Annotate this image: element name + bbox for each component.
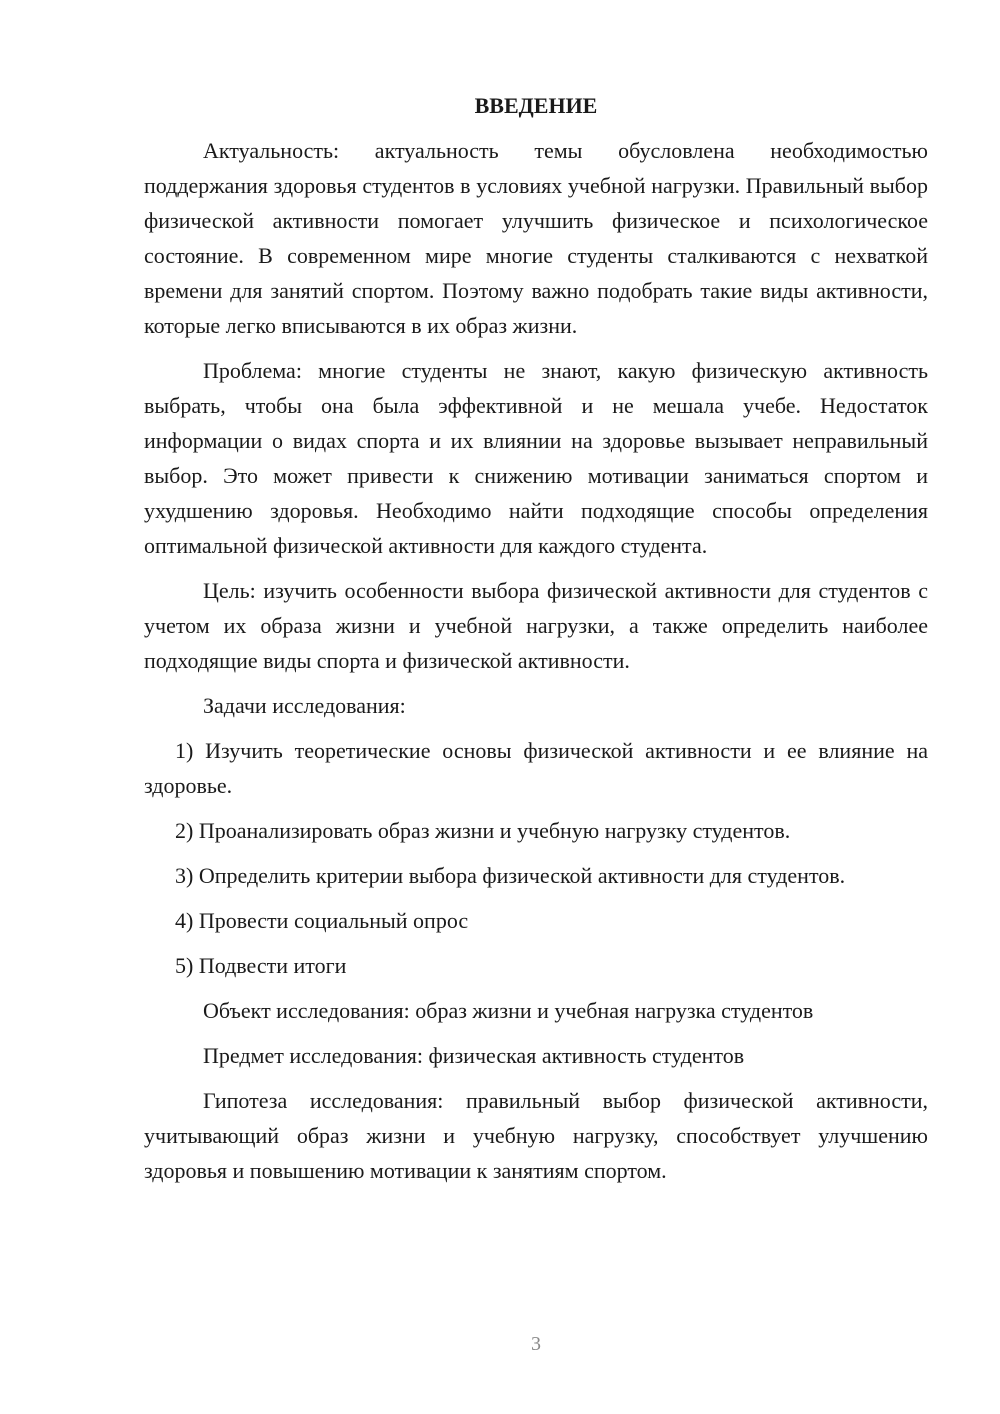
paragraph-subject: Предмет исследования: физическая активность студентов [203,1043,745,1068]
task-item-5: 5) Подвести итоги [175,953,347,978]
paragraph-object: Объект исследования: образ жизни и учебная нагрузка студентов [203,998,814,1023]
task-item-1: 1) Изучить теоретические основы физической активности и ее влияние на здоровье. [144,738,928,798]
tasks-title: Задачи исследования: [203,693,406,718]
paragraph-goal: Цель: изучить особенности выбора физической активности для студентов с учетом их образа жизни и учебной нагрузки, а также определить наиболее подходящие виды спорта и физической активности. [144,578,928,673]
section-heading: ВВЕДЕНИЕ [474,93,598,118]
task-item-4: 4) Провести социальный опрос [175,908,469,933]
task-item-2: 2) Проанализировать образ жизни и учебную нагрузку студентов. [175,818,791,843]
page-number: 3 [531,1333,541,1355]
paragraph-hypothesis: Гипотеза исследования: правильный выбор физической активности, учитывающий образ жизни и учебную нагрузку, способствует улучшению здоровья и повышению мотивации к занятиям спортом. [144,1088,928,1183]
paragraph-relevance: Актуальность: актуальность темы обусловлена необходимостью поддержания здоровья студентов в условиях учебной нагрузки. Правильный выбор физической активности помогает улучшить физическое и психологическое состояние. В современном мире многие студенты сталкиваются с нехваткой времени для занятий спортом. Поэтому важно подобрать такие виды активности, которые легко вписываются в их образ жизни. [144,138,928,338]
document-page [144,88,928,1198]
paragraph-problem: Проблема: многие студенты не знают, какую физическую активность выбрать, чтобы она была эффективной и не мешала учебе. Недостаток информации о видах спорта и их влиянии на здоровье вызывает неправильный выбор. Это может привести к снижению мотивации заниматься спортом и ухудшению здоровья. Необходимо найти подходящие способы определения оптимальной физической активности для каждого студента. [144,358,928,558]
task-item-3: 3) Определить критерии выбора физической активности для студентов. [175,863,846,888]
